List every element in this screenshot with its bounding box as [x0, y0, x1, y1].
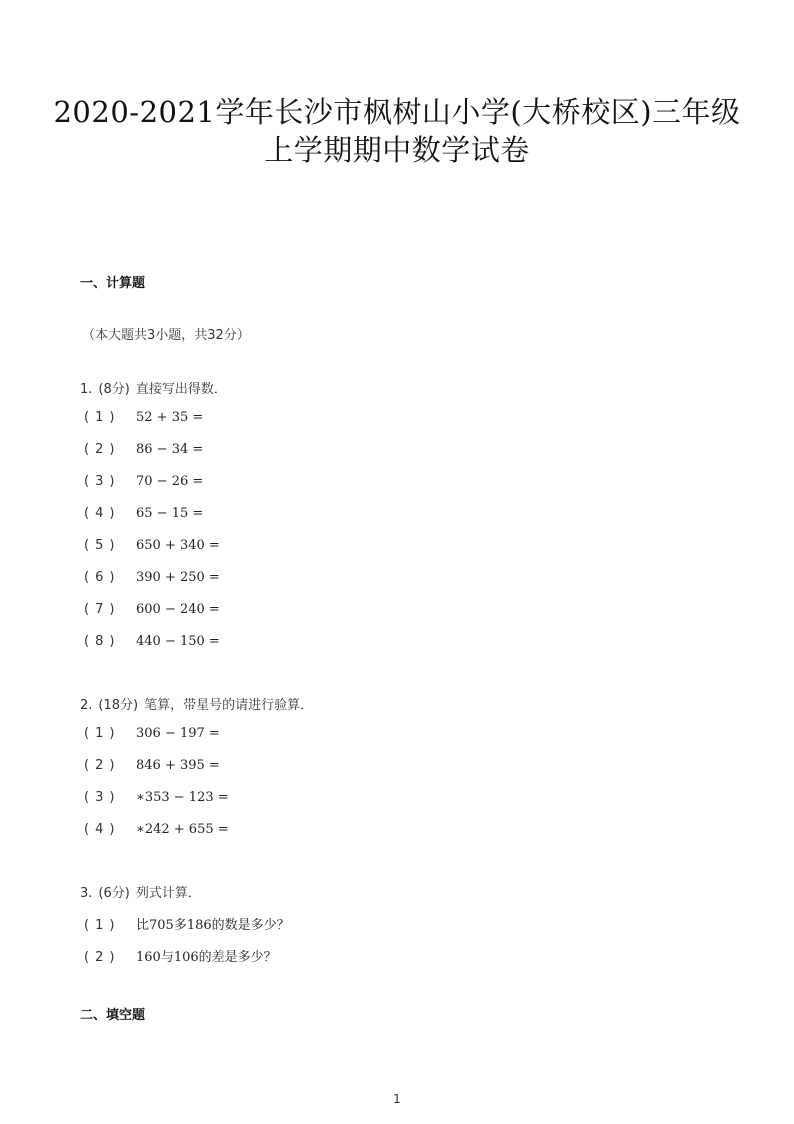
item-expression: 70 − 26 = [136, 474, 204, 489]
item-expression: 52 + 35 = [136, 410, 204, 425]
question-number: 2. [80, 698, 93, 713]
question-points: (18分) [98, 698, 139, 713]
q2-item [84, 822, 229, 840]
exam-title-line2: 上学期期中数学试卷 [264, 133, 530, 167]
item-expression: 65 − 15 = [136, 506, 204, 521]
q1-item [84, 602, 220, 620]
question-points: (6分) [98, 886, 130, 901]
item-number: (1) [84, 410, 121, 425]
question-number: 3. [80, 886, 93, 901]
q2-item [84, 758, 220, 776]
item-expression: 390 + 250 = [136, 570, 220, 585]
question-text: 直接写出得数． [135, 382, 227, 397]
item-expression: 650 + 340 = [136, 538, 220, 553]
q1-item [84, 538, 220, 556]
item-number: (1) [84, 918, 121, 933]
question-text: 列式计算． [135, 886, 201, 901]
q1-item [84, 474, 203, 492]
q1-item [84, 442, 203, 460]
q1-item [84, 410, 203, 428]
item-expression: ∗353 − 123 = [136, 790, 229, 805]
item-expression: 306 − 197 = [136, 726, 220, 741]
question-number: 1. [80, 382, 93, 397]
q1-item [84, 506, 203, 524]
item-number: (3) [84, 790, 121, 805]
question-2-header [80, 694, 313, 713]
section-note: （本大题共3小题，共32分） [82, 328, 250, 343]
item-number: (8) [84, 634, 121, 649]
item-number: (5) [84, 538, 121, 553]
section-heading-fill-in: 二、填空题 [80, 1008, 146, 1023]
item-number: (2) [84, 950, 121, 965]
q3-item [84, 914, 290, 932]
exam-title-line1: 2020-2021学年长沙市枫树山小学(大桥校区)三年级 [53, 95, 741, 129]
q1-item [84, 634, 220, 652]
question-text: 笔算，带星号的请进行验算． [144, 698, 314, 713]
item-number: (2) [84, 758, 121, 773]
item-expression: 86 − 34 = [136, 442, 204, 457]
question-points: (8分) [98, 382, 130, 397]
q2-item [84, 790, 229, 808]
item-number: (1) [84, 726, 121, 741]
q3-item [84, 946, 277, 964]
item-expression: 比705多186的数是多少？ [136, 918, 290, 933]
item-expression: 160与106的差是多少？ [136, 950, 277, 965]
q1-item [84, 570, 220, 588]
q2-item [84, 726, 220, 744]
item-expression: ∗242 + 655 = [136, 822, 229, 837]
question-1-header [80, 378, 227, 397]
item-number: (4) [84, 506, 121, 521]
item-number: (3) [84, 474, 121, 489]
section-heading-calculation: 一、计算题 [80, 276, 146, 291]
item-number: (4) [84, 822, 121, 837]
item-expression: 440 − 150 = [136, 634, 220, 649]
item-number: (7) [84, 602, 121, 617]
item-number: (6) [84, 570, 121, 585]
question-3-header [80, 882, 201, 901]
item-expression: 846 + 395 = [136, 758, 220, 773]
item-number: (2) [84, 442, 121, 457]
page-number: 1 [393, 1092, 401, 1106]
item-expression: 600 − 240 = [136, 602, 220, 617]
